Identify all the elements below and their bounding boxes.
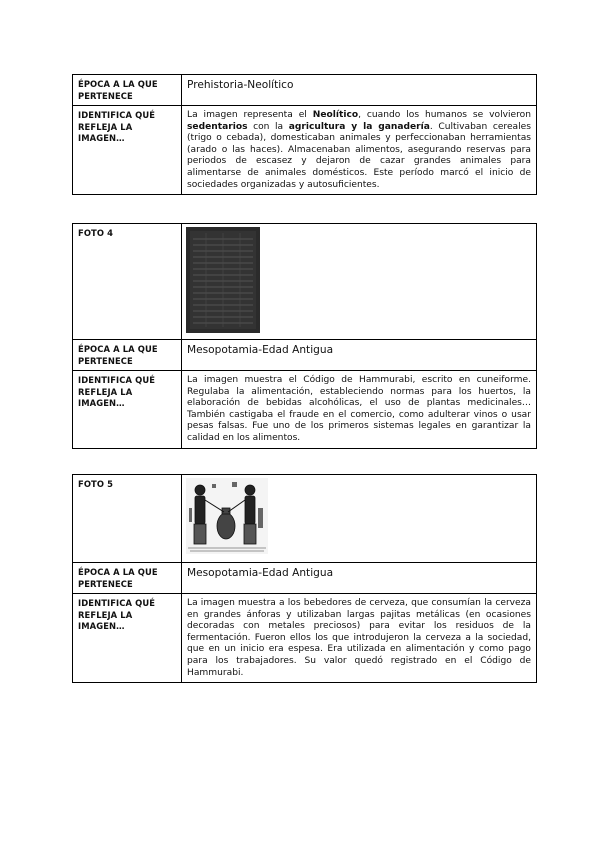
era-value: Mesopotamia-Edad Antigua: [182, 340, 537, 371]
photo-row: [73, 224, 537, 340]
era-value: Prehistoria-Neolítico: [182, 75, 537, 106]
identify-label: IDENTIFICA QUÉ REFLEJA LA IMAGEN…: [73, 371, 182, 449]
cuneiform-lines-image: [186, 227, 260, 333]
identify-row: [73, 594, 537, 683]
description-bold-sedentarios: sedentarios: [187, 121, 248, 132]
description-text: . Cultivaban cereales (trigo o cebada), domesticaban animales y perfeccionaban herramientas (arado o las haces). Almacenaban alimentos, asegurando reservas para periodos de escasez y dejaron de cazar grandes animales para alimentarse de animales domésticos. Este período marcó el inicio de sociedades organizadas y autosuficientes.: [187, 121, 531, 190]
description-text: con la: [247, 121, 289, 132]
era-label: ÉPOCA A LA QUE PERTENECE: [73, 340, 182, 371]
photo-row: [73, 475, 537, 563]
beer-drinkers-relief-image: [186, 478, 268, 554]
description-text: , cuando los humanos se volvieron: [358, 110, 531, 120]
identify-label: IDENTIFICA QUÉ REFLEJA LA IMAGEN…: [73, 594, 182, 683]
photo-label: FOTO 4: [73, 224, 182, 340]
era-label: ÉPOCA A LA QUE PERTENECE: [73, 75, 182, 106]
identify-row: [73, 371, 537, 449]
era-value: Mesopotamia-Edad Antigua: [182, 563, 537, 594]
description-bold-neolitico: Neolítico: [312, 110, 359, 120]
era-row: [73, 563, 537, 594]
description-bold-agricultura: agricultura y la ganadería: [288, 121, 430, 132]
relief-drawing-image: [186, 478, 268, 554]
description: La imagen muestra el Código de Hammurabi, escrito en cuneiforme. Regulaba la alimentación, estableciendo normas para los huertos, la elaboración de bebidas alcohólicas, el uso de plantas medicinales… También castigaba el fraude en el comercio, como adulterar vinos o usar pesas falsas. Fue uno de los primeros sistemas legales en garantizar la calidad en los alimentos.: [182, 371, 537, 449]
photo-label: FOTO 5: [73, 475, 182, 563]
identify-row: [73, 106, 537, 195]
description: La imagen muestra a los bebedores de cerveza, que consumían la cerveza en grandes ánforas y utilizaban largas pajitas metálicas (en ocasiones decoradas con metales preciosos) para evitar los residuos de la fermentación. Fueron ellos los que introdujeron la cerveza a la sociedad, que en un inicio era espesa. Era utilizada en alimentación y como pago para los trabajadores. Su valor quedó registrado en el Código de Hammurabi.: [182, 594, 537, 683]
era-row: [73, 75, 537, 106]
photo-cell: [182, 475, 537, 563]
description-text: La imagen representa el: [187, 110, 313, 120]
photo-cell: [182, 224, 537, 340]
description: [182, 106, 537, 195]
identify-label: IDENTIFICA QUÉ REFLEJA LA IMAGEN…: [73, 106, 182, 195]
hammurabi-tablet-image: [186, 227, 260, 333]
hammurabi-table: [72, 223, 537, 449]
era-label: ÉPOCA A LA QUE PERTENECE: [73, 563, 182, 594]
neolithic-table: [72, 74, 537, 195]
era-row: [73, 340, 537, 371]
beer-drinkers-table: [72, 474, 537, 683]
